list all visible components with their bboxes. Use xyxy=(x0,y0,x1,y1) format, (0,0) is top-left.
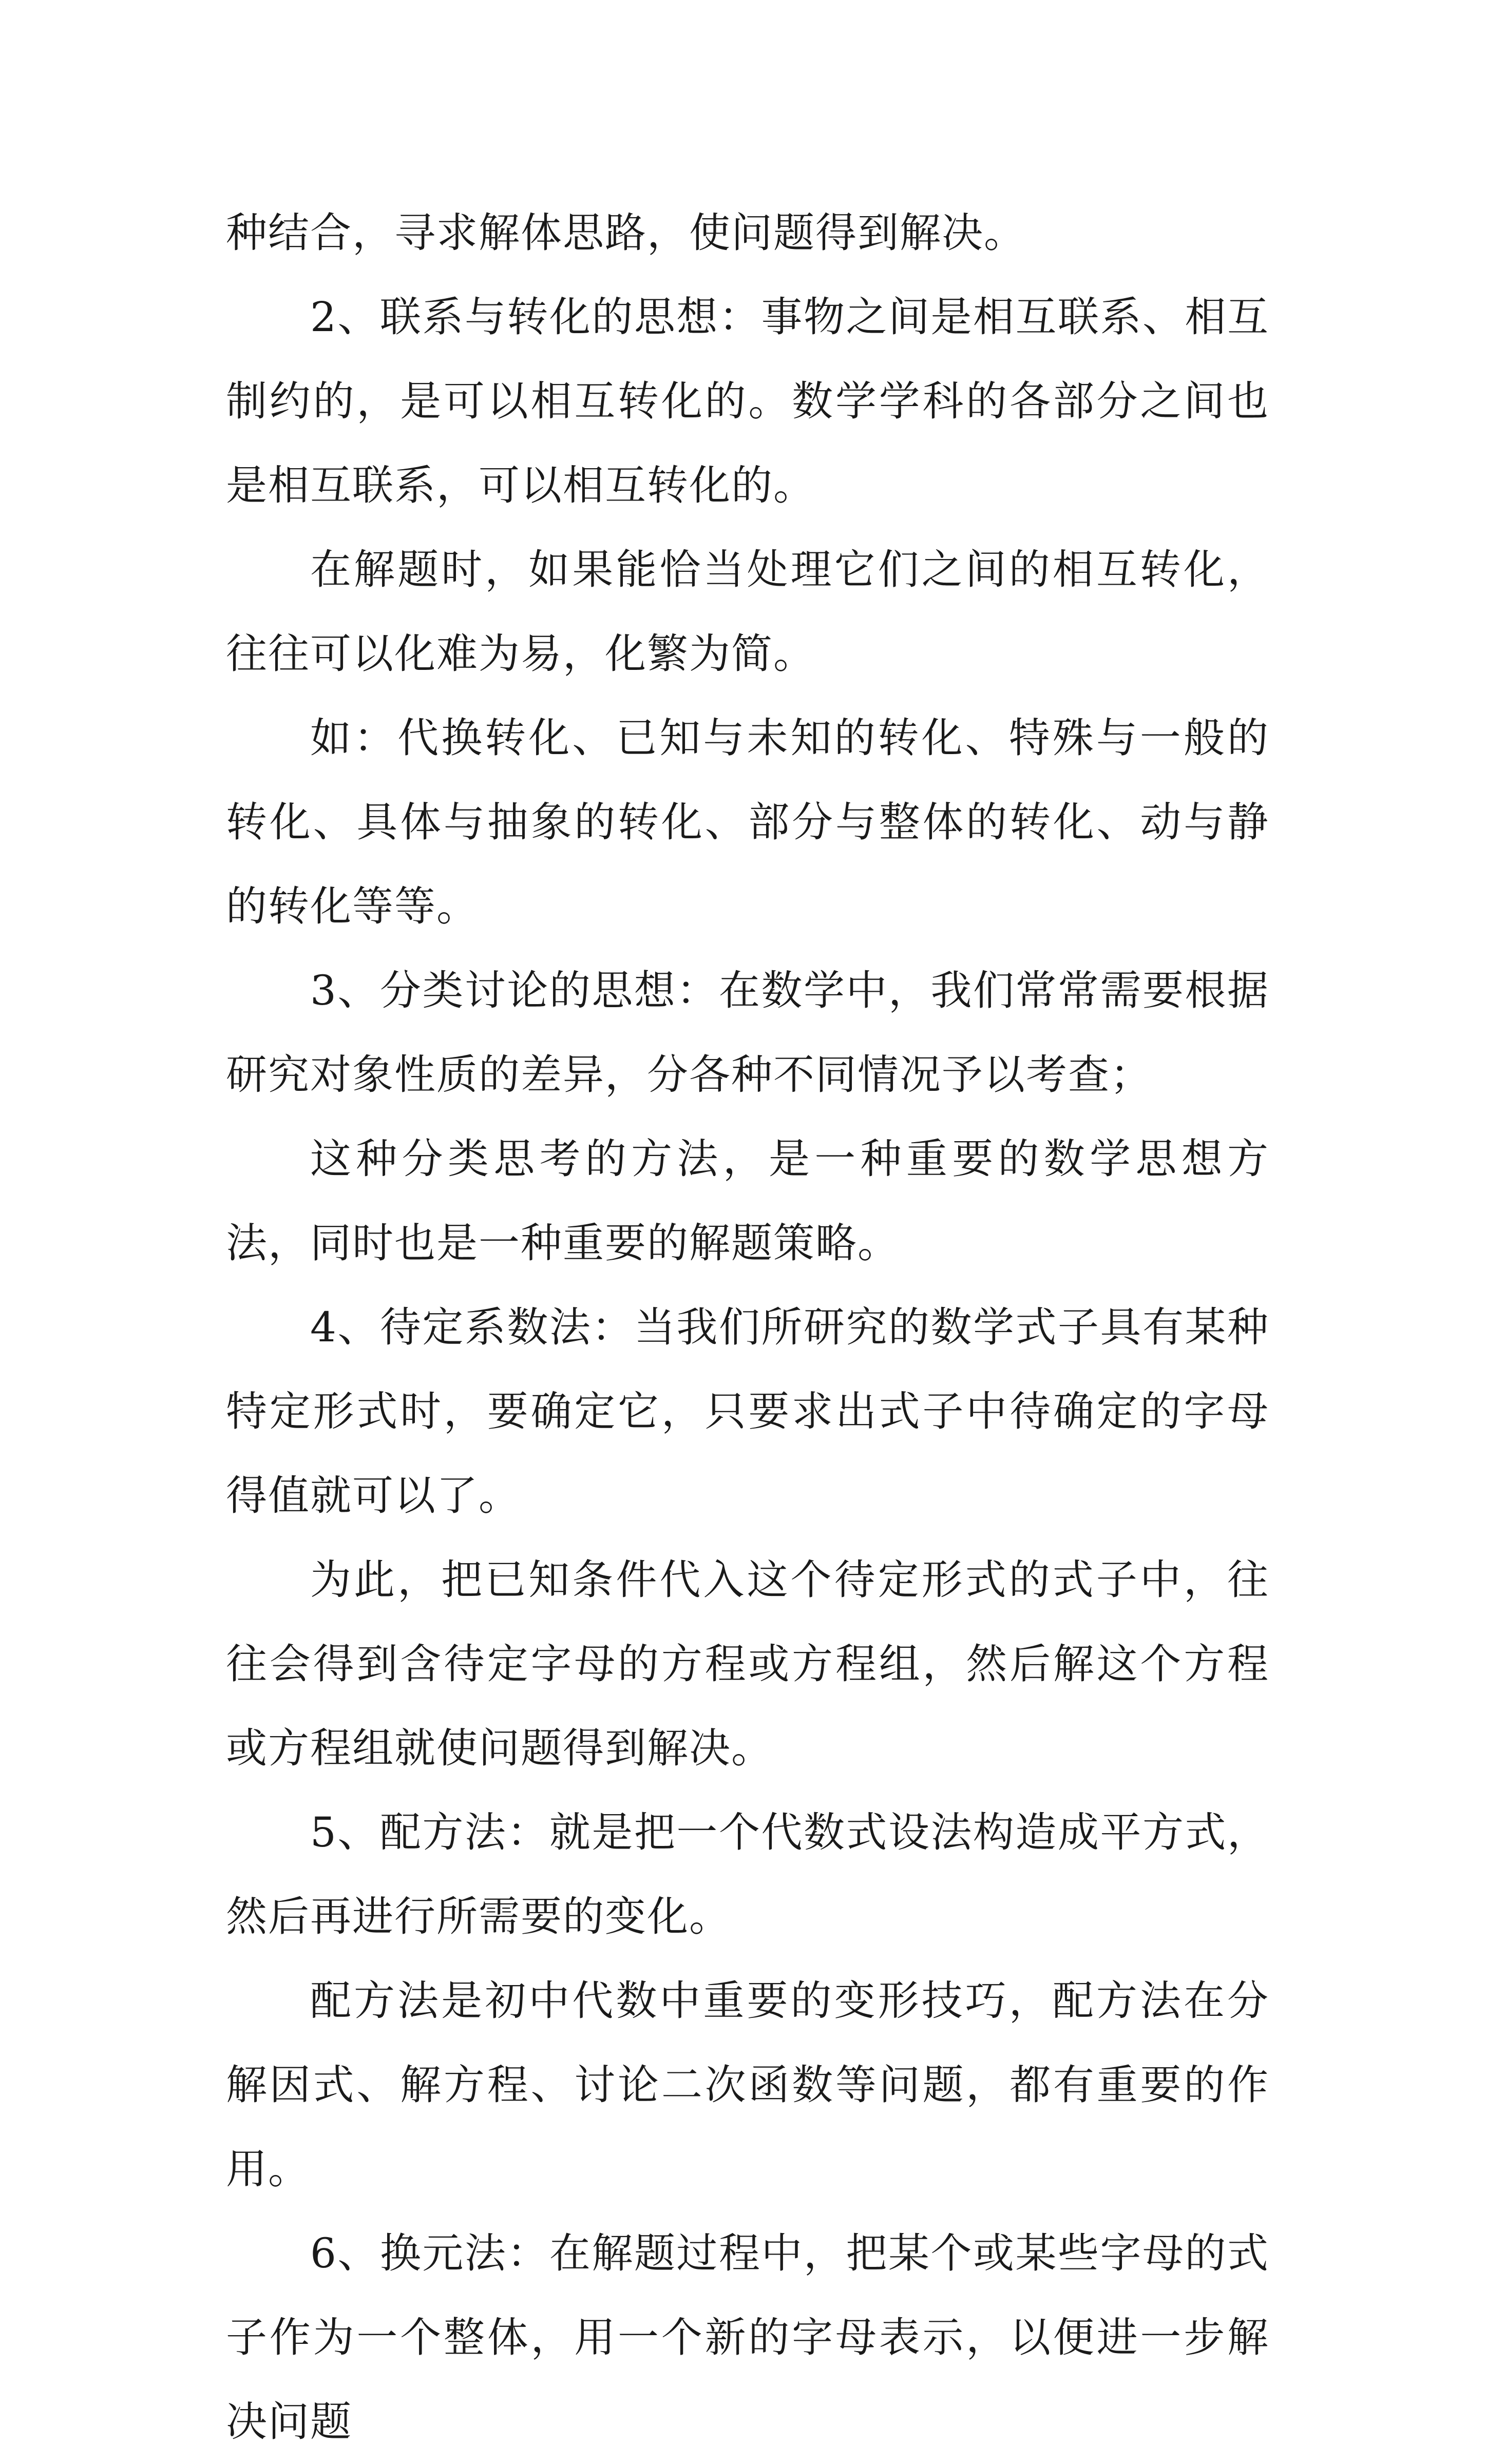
paragraph-7: 4、待定系数法：当我们所研究的数学式子具有某种特定形式时，要确定它，只要求出式子中待确定的字母得值就可以了。 xyxy=(226,1303,1269,1519)
body-text xyxy=(226,191,1269,2464)
paragraph-1: 种结合，寻求解体思路，使问题得到解决。 xyxy=(226,209,1026,257)
paragraph-8: 为此，把已知条件代入这个待定形式的式子中，往往会得到含待定字母的方程或方程组，然后解这个方程或方程组就使问题得到解决。 xyxy=(226,1556,1269,1772)
paragraph-11: 6、换元法：在解题过程中，把某个或某些字母的式子作为一个整体，用一个新的字母表示，以便进一步解决问题 xyxy=(226,2229,1269,2446)
paragraph-3: 在解题时，如果能恰当处理它们之间的相互转化，往往可以化难为易，化繁为简。 xyxy=(226,546,1269,678)
paragraph-6: 这种分类思考的方法，是一种重要的数学思想方法，同时也是一种重要的解题策略。 xyxy=(226,1135,1269,1267)
paragraph-5: 3、分类讨论的思想：在数学中，我们常常需要根据研究对象性质的差异，分各种不同情况予以考查； xyxy=(226,967,1269,1099)
paragraph-2: 2、联系与转化的思想：事物之间是相互联系、相互制约的，是可以相互转化的。数学学科的各部分之间也是相互联系，可以相互转化的。 xyxy=(226,293,1269,509)
paragraph-10: 配方法是初中代数中重要的变形技巧，配方法在分解因式、解方程、讨论二次函数等问题，都有重要的作用。 xyxy=(226,1977,1269,2193)
paragraph-4: 如：代换转化、已知与未知的转化、特殊与一般的转化、具体与抽象的转化、部分与整体的转化、动与静的转化等等。 xyxy=(226,714,1269,930)
paragraph-9: 5、配方法：就是把一个代数式设法构造成平方式，然后再进行所需要的变化。 xyxy=(226,1808,1269,1940)
